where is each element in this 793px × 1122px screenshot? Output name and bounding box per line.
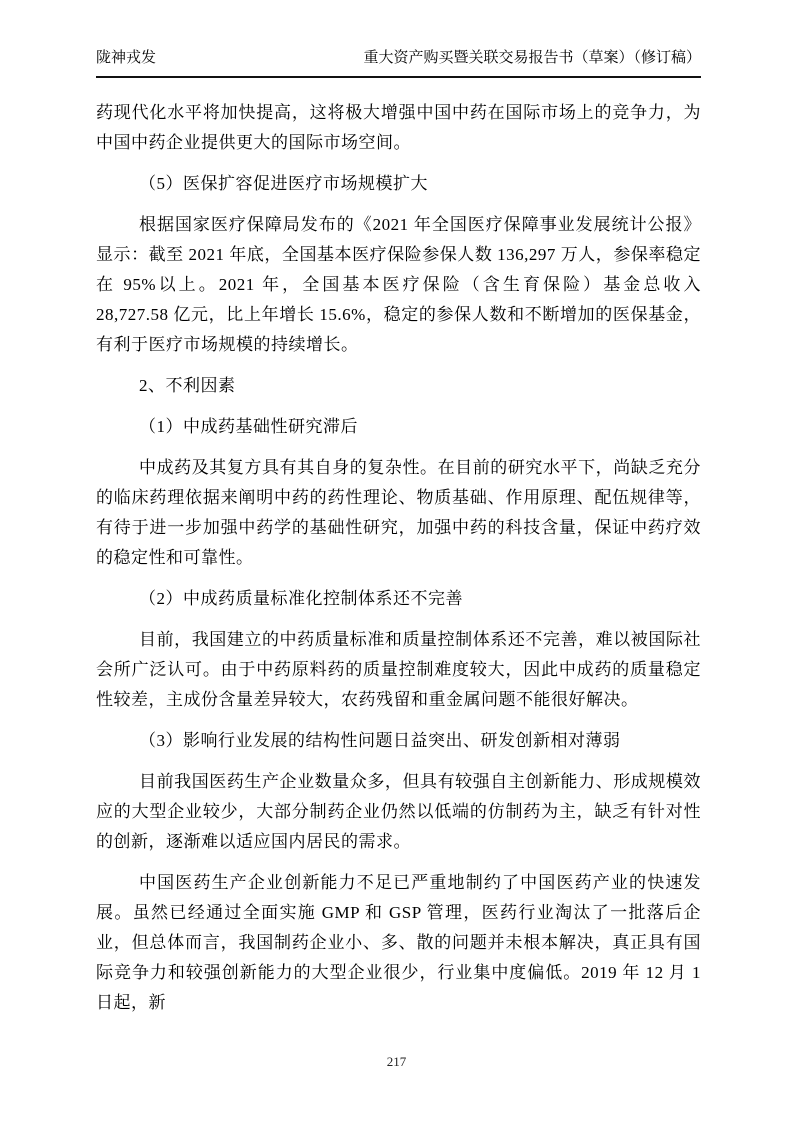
paragraph-body: 目前我国医药生产企业数量众多，但具有较强自主创新能力、形成规模效应的大型企业较少，大部分制药企业仍然以低端的仿制药为主，缺乏有针对性的创新，逐渐难以适应国内居民的需求。: [96, 772, 701, 851]
heading-1-basic-research-lag: （1）中成药基础性研究滞后: [139, 417, 358, 436]
paragraph-body: 中成药及其复方具有其自身的复杂性。在目前的研究水平下，尚缺乏充分的临床药理依据来阐明中药的药性理论、物质基础、作用原理、配伍规律等，有待于进一步加强中药学的基础性研究，加强中药的科技含量，保证中药疗效的稳定性和可靠性。: [96, 458, 701, 567]
header-report-title: 重大资产购买暨关联交易报告书（草案）（修订稿）: [363, 50, 701, 66]
heading-2-unfavorable-factors: 2、不利因素: [139, 376, 236, 395]
document-body: [96, 98, 701, 1018]
paragraph-continuation: 药现代化水平将加快提高，这将极大增强中国中药在国际市场上的竞争力，为中国中药企业提供更大的国际市场空间。: [96, 103, 701, 152]
page-header: [96, 46, 701, 78]
paragraph-body: 中国医药生产企业创新能力不足已严重地制约了中国医药产业的快速发展。虽然已经通过全面实施 GMP 和 GSP 管理，医药行业淘汰了一批落后企业，但总体而言，我国制药企业小、多、散的问题并未根本解决，真正具有国际竞争力和较强创新能力的大型企业很少，行业集中度偏低。2019 年 12 月 1 日起，新: [96, 873, 701, 1012]
paragraph-body: 根据国家医疗保障局发布的《2021 年全国医疗保障事业发展统计公报》显示：截至 2021 年底，全国基本医疗保险参保人数 136,297 万人，参保率稳定在 95%以上。2021 年，全国基本医疗保险（含生育保险）基金总收入 28,727.58 亿元，比上年增长 15.6%，稳定的参保人数和不断增加的医保基金，有利于医疗市场规模的持续增长。: [96, 215, 701, 354]
header-company-name: 陇神戎发: [96, 50, 157, 66]
heading-5-medical-insurance: （5）医保扩容促进医疗市场规模扩大: [139, 174, 428, 193]
heading-2-quality-standardization: （2）中成药质量标准化控制体系还不完善: [139, 589, 463, 608]
page-number: 217: [386, 1054, 407, 1069]
heading-3-structural-problems: （3）影响行业发展的结构性问题日益突出、研发创新相对薄弱: [139, 731, 621, 750]
page-footer: [0, 1054, 793, 1070]
paragraph-body: 目前，我国建立的中药质量标准和质量控制体系还不完善，难以被国际社会所广泛认可。由于中药原料药的质量控制难度较大，因此中成药的质量稳定性较差，主成份含量差异较大，农药残留和重金属问题不能很好解决。: [96, 630, 701, 709]
